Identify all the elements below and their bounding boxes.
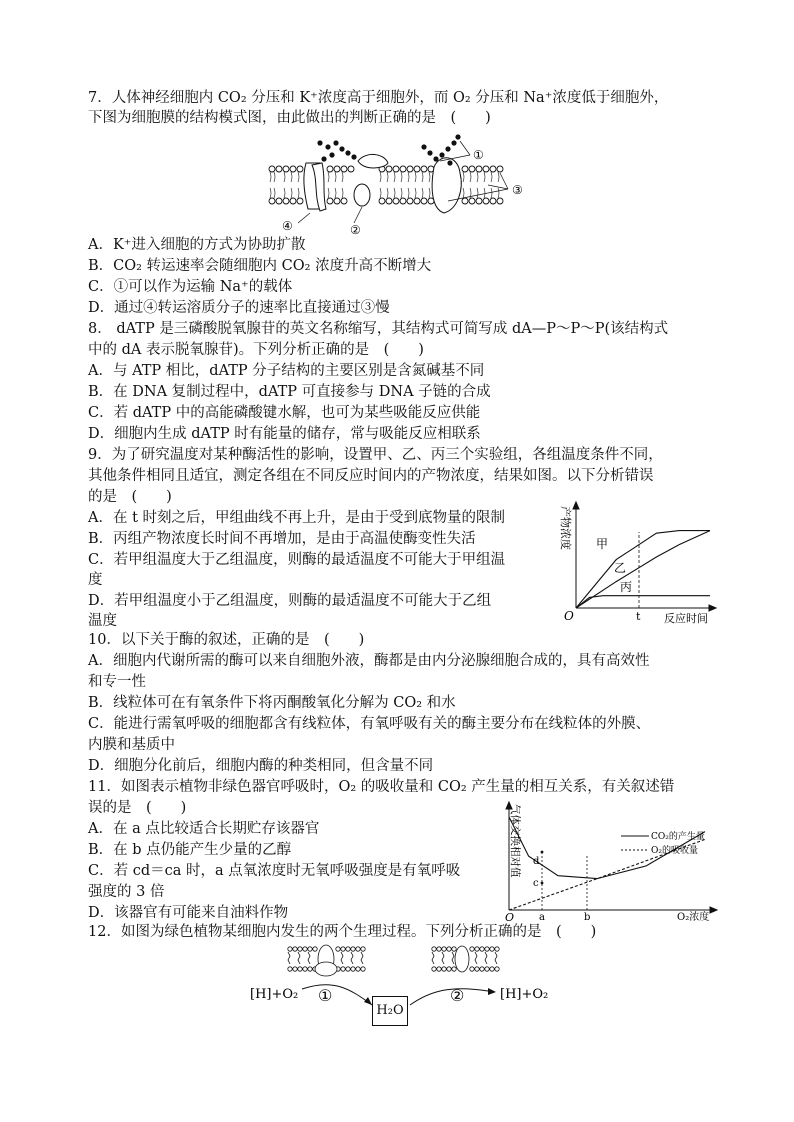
q9-option-d-cont: 温度 (88, 613, 117, 629)
q9-stem-line2: 其他条件相同且适宜，测定各组在不同反应时间内的产物浓度，结果如图。以下分析错误 (88, 468, 654, 484)
q9-stem-line1: 9．为了研究温度对某种酶活性的影响，设置甲、乙、丙三个实验组，各组温度条件不同， (88, 447, 663, 463)
series-jia-label: 甲 (596, 537, 609, 551)
q12-right-label: [H]+O₂ (500, 987, 549, 1002)
arrow-left-to-h2o (302, 985, 372, 1005)
membrane-bottom-heads (269, 198, 503, 204)
chart2-c-label: c (533, 878, 539, 889)
q8-option-b[interactable]: B．在 DNA 复制过程中，dATP 可直接参与 DNA 子链的合成 (88, 384, 491, 400)
chart1-ylabel: 产物浓度 (559, 506, 572, 550)
q7-option-a[interactable]: A．K⁺进入细胞的方式为协助扩散 (88, 237, 306, 253)
q12-number-1: ① (318, 986, 333, 1005)
chart2-a-label: a (539, 912, 545, 923)
q11-option-c-cont: 强度的 3 倍 (88, 884, 165, 900)
point-d (541, 851, 544, 854)
q11-stem-line2: 误的是 ( ) (88, 800, 187, 816)
embedded-protein (354, 184, 370, 206)
chart2-xlabel: O₂浓度 (677, 912, 710, 923)
right-membrane (432, 946, 499, 972)
y-axis-arrow (573, 502, 579, 509)
q11-stem-line1: 11．如图表示植物非绿色器官呼吸时，O₂ 的吸收量和 CO₂ 产生量的相互关系，有关叙述错 (88, 779, 675, 795)
enzyme-temperature-chart (540, 500, 720, 628)
series-yi-label: 乙 (614, 561, 627, 575)
x-axis-arrow (710, 907, 717, 913)
arrowhead-left (364, 997, 372, 1005)
chart1-origin: O (564, 609, 574, 623)
q12-number-2: ② (450, 986, 465, 1005)
respiration-gas-chart (495, 800, 725, 922)
arrowhead-right (488, 988, 496, 995)
q9-option-a[interactable]: A．在 t 时刻之后，甲组曲线不再上升，是由于受到底物量的限制 (88, 510, 506, 526)
top-protein (358, 154, 388, 168)
arrow-h2o-to-right (410, 989, 488, 1005)
q10-stem: 10．以下关于酶的叙述，正确的是 ( ) (88, 632, 365, 648)
q11-option-b[interactable]: B．在 b 点仍能产生少量的乙醇 (88, 842, 292, 858)
chart2-d-label: d (533, 856, 540, 867)
q8-option-a[interactable]: A．与 ATP 相比，dATP 分子结构的主要区别是含氮碱基不同 (88, 363, 485, 379)
q10-option-d[interactable]: D．细胞分化前后，细胞内酶的种类相同，但含量不同 (88, 758, 434, 774)
q7-option-d[interactable]: D．通过④转运溶质分子的速率比直接通过③慢 (88, 300, 390, 316)
process-diagram (250, 943, 570, 1031)
h2o-box: H₂O (372, 996, 408, 1026)
q9-option-b[interactable]: B．丙组产物浓度长时间不再增加，是由于高温使酶变性失活 (88, 531, 476, 547)
q9-stem-line3: 的是 ( ) (88, 489, 172, 505)
left-membrane (288, 945, 365, 976)
q8-option-d[interactable]: D．细胞内生成 dATP 时有能量的储存，常与吸能反应相联系 (88, 426, 481, 442)
legend-o2-label: O₂的吸收量 (651, 846, 698, 856)
q10-option-b[interactable]: B．线粒体可在有氧条件下将丙酮酸氧化分解为 CO₂ 和水 (88, 695, 456, 711)
q10-option-a-cont: 和专一性 (88, 674, 146, 690)
series-line-3 (576, 596, 710, 608)
label-3: ③ (512, 183, 523, 197)
label-1: ① (473, 148, 484, 162)
chart2-origin: O (505, 911, 515, 924)
q8-option-c[interactable]: C．若 dATP 中的高能磷酸键水解，也可为某些吸能反应供能 (88, 405, 481, 421)
q10-option-c[interactable]: C．能进行需氧呼吸的细胞都含有线粒体，有氧呼吸有关的酶主要分布在线粒体的外膜、 (88, 716, 651, 732)
q7-option-b[interactable]: B．CO₂ 转运速率会随细胞内 CO₂ 浓度升高不断增大 (88, 258, 432, 274)
point-c (541, 882, 544, 885)
q7-stem-line1: 7．人体神经细胞内 CO₂ 分压和 K⁺浓度高于细胞外，而 O₂ 分压和 Na⁺浓度低于细胞外， (88, 90, 669, 106)
transmembrane-protein (432, 158, 461, 213)
q8-stem-line1: 8． dATP 是三磷酸脱氧腺苷的英文名称缩写，其结构式可简写成 dA—P～P～P(该结构式 (88, 321, 669, 337)
q11-option-a[interactable]: A．在 a 点比较适合长期贮存该器官 (88, 821, 320, 837)
q11-option-d[interactable]: D．该器官有可能来自油料作物 (88, 905, 289, 921)
q7-option-c[interactable]: C．①可以作为运输 Na⁺的载体 (88, 279, 293, 295)
q7-stem-line2: 下图为细胞膜的结构模式图，由此做出的判断正确的是 ( ) (88, 110, 491, 126)
q10-option-c-cont: 内膜和基质中 (88, 737, 175, 753)
q10-option-a[interactable]: A．细胞内代谢所需的酶可以来自细胞外液，酶都是由内分泌腺细胞合成的，具有高效性 (88, 653, 650, 669)
q9-option-d[interactable]: D．若甲组温度小于乙组温度，则酶的最适温度不可能大于乙组 (88, 593, 492, 609)
chart2-ylabel: 气体交换相对值 (509, 804, 521, 878)
label-2: ② (350, 223, 361, 237)
q9-option-c[interactable]: C．若甲组温度大于乙组温度，则酶的最适温度不可能大于甲组温 (88, 552, 506, 568)
q11-option-c[interactable]: C．若 cd＝ca 时，a 点氧浓度时无氧呼吸强度是有氧呼吸 (88, 863, 461, 879)
x-axis-arrow (709, 605, 716, 611)
label-4: ④ (282, 219, 293, 233)
q12-stem: 12．如图为绿色植物某细胞内发生的两个生理过程。下列分析正确的是 ( ) (88, 924, 597, 940)
chart1-t-label: t (636, 610, 641, 623)
q8-stem-line2: 中的 dA 表示脱氧腺苷)。下列分析正确的是 ( ) (88, 342, 424, 358)
chart2-b-label: b (584, 912, 591, 923)
series-bing-label: 丙 (620, 580, 633, 594)
q9-option-c-cont: 度 (88, 572, 103, 588)
chart1-xlabel: 反应时间 (664, 612, 708, 625)
q12-left-label: [H]+O₂ (250, 987, 299, 1002)
membrane-structure-figure (262, 133, 532, 237)
legend-co2-label: CO₂的产生量 (651, 832, 705, 842)
